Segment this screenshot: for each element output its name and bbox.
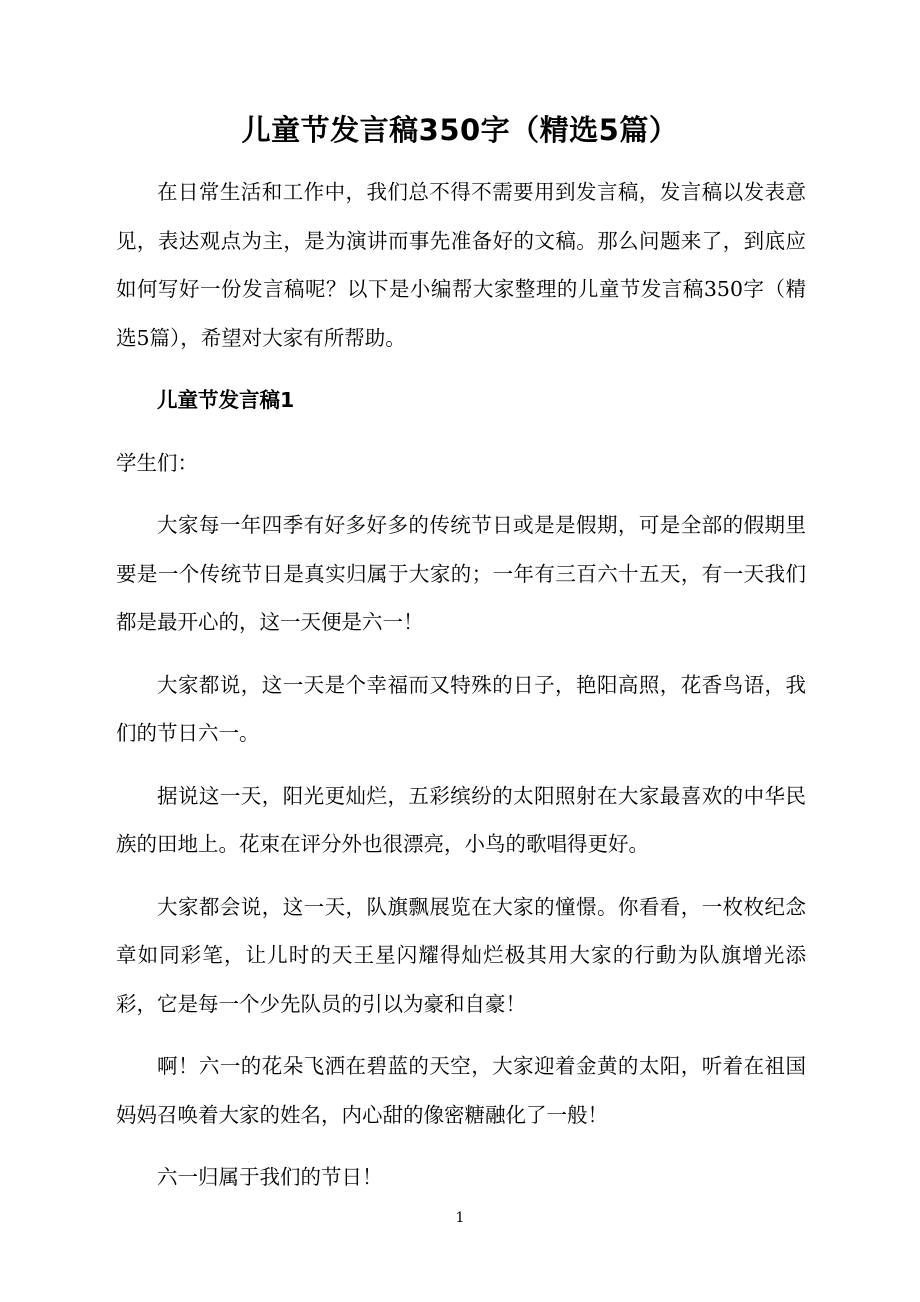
body-paragraph-4: 大家都会说，这一天，队旗飘展览在大家的憧憬。你看看，一枚枚纪念章如同彩笔，让儿时的天王星闪耀得灿烂极其用大家的行動为队旗增光添彩，它是每一个少先队员的引以为豪和自豪！ — [116, 894, 806, 1016]
section-heading: 儿童节发言稿1 — [157, 388, 295, 412]
body-paragraph-2: 大家都说，这一天是个幸福而又特殊的日子，艳阳高照，花香鸟语，我们的节日六一。 — [116, 672, 806, 745]
intro-paragraph: 在日常生活和工作中，我们总不得不需要用到发言稿，发言稿以发表意见，表达观点为主，是为演讲而事先准备好的文稿。那么问题来了，到底应如何写好一份发言稿呢？以下是小编帮大家整理的儿童节发言稿350字（精选5篇），希望对大家有所帮助。 — [116, 180, 806, 350]
document-body — [116, 168, 806, 1202]
page-number: 1 — [455, 1210, 465, 1226]
body-paragraph-5: 啊！六一的花朵飞洒在碧蓝的天空，大家迎着金黄的太阳，听着在祖国妈妈召唤着大家的姓名，内心甜的像密糖融化了一般！ — [116, 1054, 806, 1127]
body-paragraph-1: 大家每一年四季有好多好多的传统节日或是是假期，可是全部的假期里要是一个传统节日是真实归属于大家的；一年有三百六十五天，有一天我们都是最开心的，这一天便是六一！ — [116, 513, 806, 634]
body-paragraph-3: 据说这一天，阳光更灿烂，五彩缤纷的太阳照射在大家最喜欢的中华民族的田地上。花束在评分外也很漂亮，小鸟的歌唱得更好。 — [116, 783, 806, 856]
body-paragraph-6: 六一归属于我们的节日！ — [157, 1165, 383, 1189]
document-title: 儿童节发言稿350字（精选5篇） — [241, 113, 679, 147]
salutation: 学生们： — [116, 450, 198, 475]
